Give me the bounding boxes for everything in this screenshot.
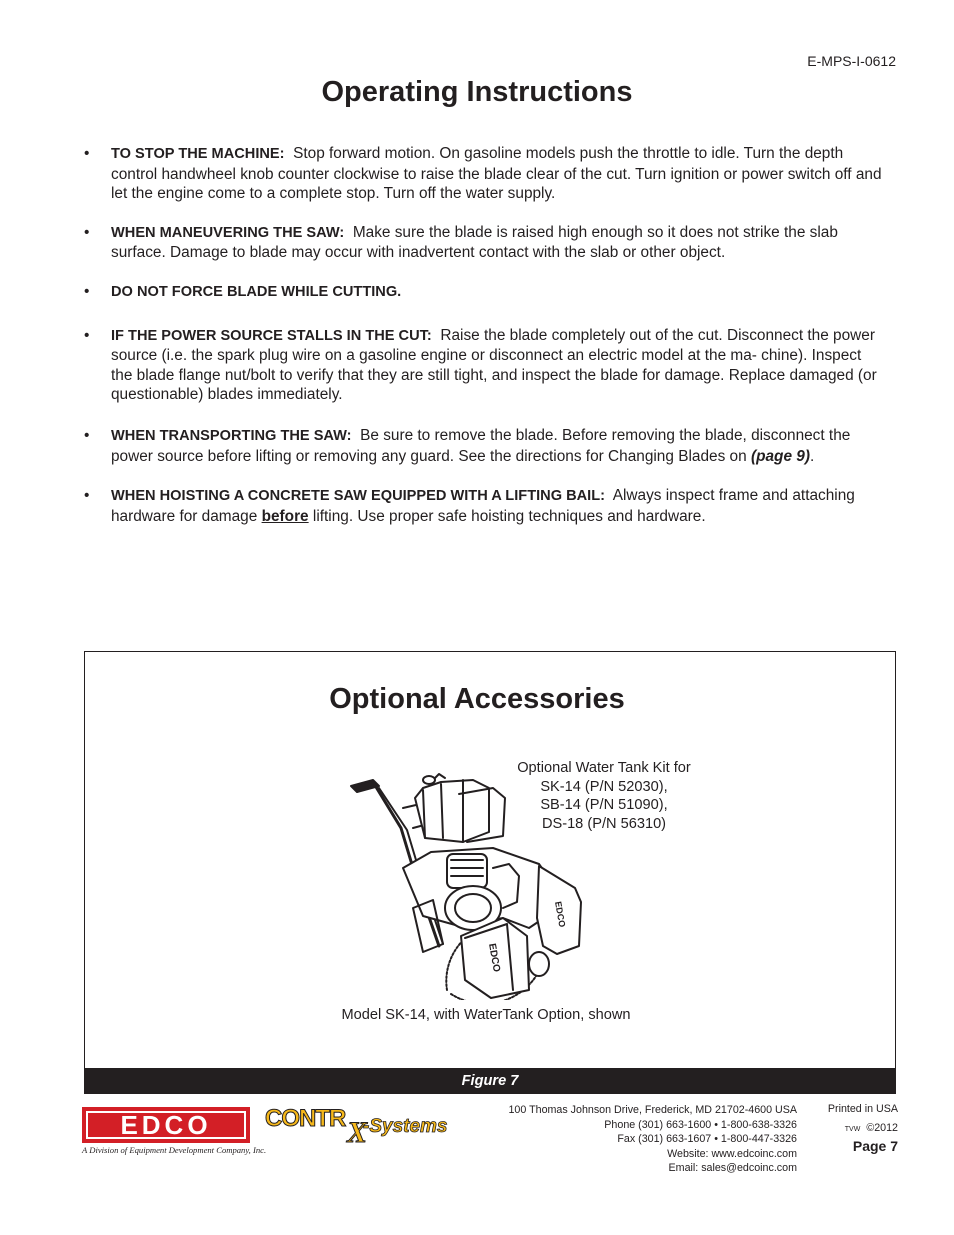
instruction-do-not-force xyxy=(84,282,884,303)
instruction-maneuvering xyxy=(84,223,884,263)
fax-line: Fax (301) 663-1607 • 1-800-447-3326 xyxy=(617,1133,797,1145)
instruction-heading: WHEN HOISTING A CONCRETE SAW EQUIPPED WITH A LIFTING BAIL: xyxy=(111,488,606,505)
copyright-year: ©2012 xyxy=(866,1122,898,1134)
page-reference-link[interactable]: (page 9) xyxy=(750,447,810,465)
instruction-text: Be sure to remove the blade. Before removing the blade, disconnect the power source before lifting or removing any guard. See the directions for Changing Blades on xyxy=(111,426,851,465)
instruction-power-stalls xyxy=(84,326,884,405)
svg-text:EDCO: EDCO xyxy=(553,900,568,928)
concrete-saw-illustration xyxy=(343,768,593,1000)
bullet-icon: • xyxy=(84,326,90,344)
instruction-heading: IF THE POWER SOURCE STALLS IN THE CUT: xyxy=(111,327,432,344)
instruction-list xyxy=(84,144,884,526)
bullet-icon: • xyxy=(84,487,90,505)
bullet-icon: • xyxy=(84,223,90,241)
instruction-heading: WHEN TRANSPORTING THE SAW: xyxy=(111,427,352,444)
instruction-text: Make sure the blade is raised high enough so it does not strike the slab surface. Damage to blade may occur with inadvertent contact with the slab or other object. xyxy=(111,223,838,262)
figure-caption: Model SK-14, with WaterTank Option, shown xyxy=(341,1007,631,1023)
svg-text:CONTR: CONTR xyxy=(265,1105,346,1132)
instruction-heading: WHEN MANEUVERING THE SAW: xyxy=(111,224,345,241)
instruction-transporting xyxy=(84,426,884,466)
page-title: Operating Instructions xyxy=(321,76,633,108)
printed-in-usa: Printed in USA xyxy=(827,1103,898,1115)
bullet-icon: • xyxy=(84,426,90,444)
instruction-text: Raise the blade completely out of the cut. Disconnect the power source (i.e. the spark plug wire on a gasoline engine or disconnect an electric model at the ma- chine). Inspect the blade flange nut/bolt to verify that they are still tight, and inspect the blade for damage. Replace damaged (or questionable) blades immediately. xyxy=(111,326,877,404)
kit-line: SK-14 (P/N 52030), xyxy=(540,778,668,795)
initials: TVW xyxy=(844,1126,861,1133)
instruction-heading: DO NOT FORCE BLADE WHILE CUTTING. xyxy=(111,283,402,300)
copyright xyxy=(845,1122,898,1134)
edco-tagline: A Division of Equipment Development Company, Inc. xyxy=(82,1145,267,1155)
instruction-heading: TO STOP THE MACHINE: xyxy=(111,146,285,162)
accessories-title: Optional Accessories xyxy=(329,683,625,715)
edco-logo xyxy=(82,1107,267,1155)
instruction-text-end: . xyxy=(809,447,815,465)
company-address xyxy=(508,1103,797,1176)
instruction-text: Always inspect frame and attaching hardware for damage xyxy=(111,487,855,525)
page-number: Page 7 xyxy=(852,1138,898,1154)
phone-line: Phone (301) 663-1600 • 1-800-638-3326 xyxy=(604,1118,797,1131)
instruction-stop-machine xyxy=(84,144,884,204)
bullet-icon: • xyxy=(84,282,90,300)
edco-logo-mark xyxy=(82,1107,250,1143)
kit-line: Optional Water Tank Kit for xyxy=(517,760,691,776)
svg-text:EDCO: EDCO xyxy=(486,942,502,973)
svg-text:-Systems: -Systems xyxy=(363,1116,448,1137)
figure-label: Figure 7 xyxy=(84,1068,896,1094)
instruction-hoisting xyxy=(84,486,884,526)
kit-line: SB-14 (P/N 51090), xyxy=(540,797,668,814)
instruction-text-end: lifting. Use proper safe hoisting techniques and hardware. xyxy=(312,507,706,525)
website-link[interactable]: Website: www.edcoinc.com xyxy=(667,1147,797,1160)
document-number: E-MPS-I-0612 xyxy=(807,53,896,69)
emphasis-before: before xyxy=(261,507,309,525)
svg-text:X: X xyxy=(347,1116,368,1149)
edco-logo-text: EDCO xyxy=(86,1111,246,1139)
kit-line: DS-18 (P/N 56310) xyxy=(541,815,667,832)
address-line: 100 Thomas Johnson Drive, Frederick, MD 21702-4600 USA xyxy=(508,1104,797,1116)
contrx-systems-logo xyxy=(263,1102,477,1150)
email-link[interactable]: Email: sales@edcoinc.com xyxy=(668,1162,797,1174)
instruction-text: Stop forward motion. On gasoline models push the throttle to idle. Turn the depth control handwheel knob counter clockwise to raise the blade clear of the cut. Turn ignition or power switch off and let the engine come to a complete stop. Turn off the water supply. xyxy=(111,145,882,203)
bullet-icon: • xyxy=(84,145,90,162)
